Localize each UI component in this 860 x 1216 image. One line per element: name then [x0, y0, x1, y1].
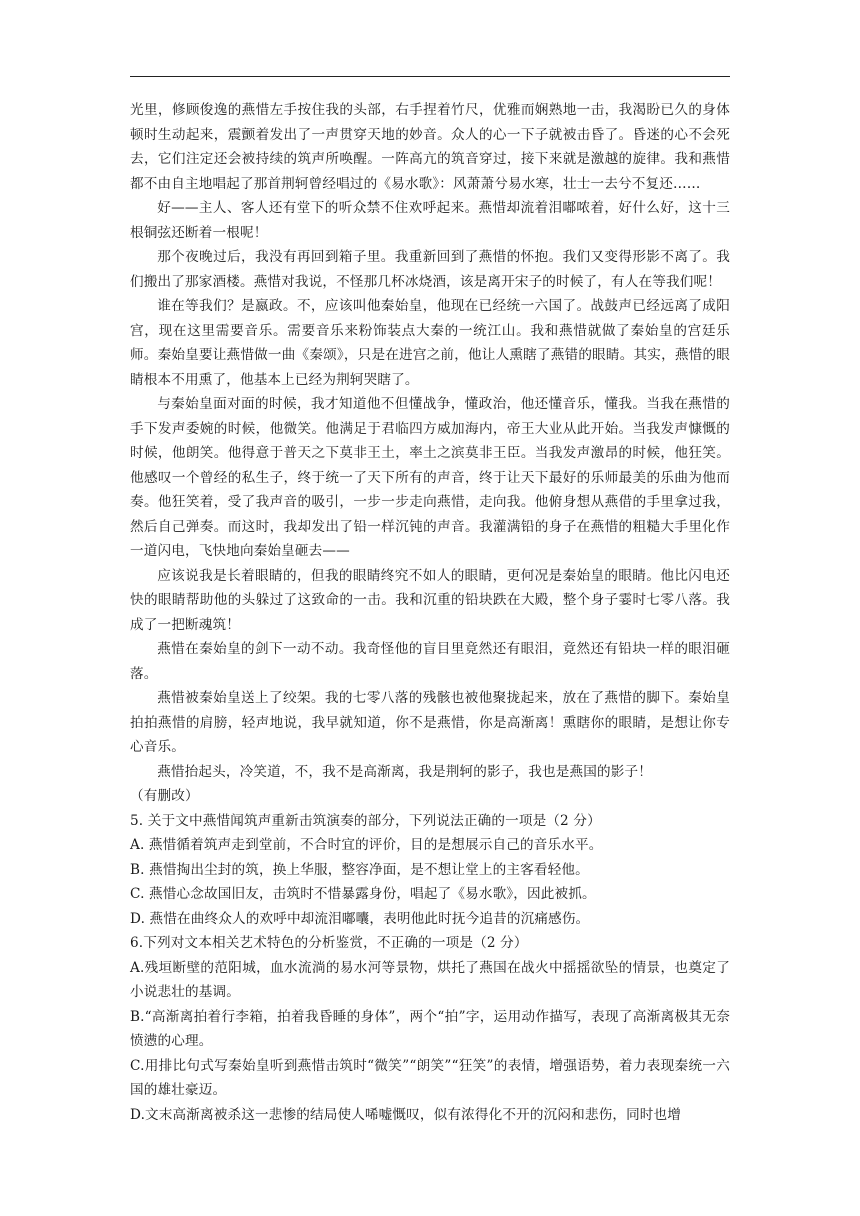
question-6-option-b: B.“高渐离拍着行李箱，拍着我昏睡的身体”，两个“拍”字，运用动作描写，表现了高渐离极其无奈愤懑的心理。 — [130, 1008, 730, 1049]
paragraph: 那个夜晚过后，我没有再回到箱子里。我重新回到了燕惜的怀抱。我们又变得形影不离了。我们搬出了那家酒楼。燕惜对我说，不怪那几杯冰烧酒，该是离开宋子的时候了，有人在等我们呢！ — [130, 249, 730, 290]
paragraph: 燕惜抬起头，冷笑道，不，我不是高渐离，我是荆轲的影子，我也是燕国的影子！ — [157, 763, 652, 780]
question-5-option-c: C. 燕惜心念故国旧友，击筑时不惜暴露身份，唱起了《易水歌》，因此被抓。 — [130, 886, 596, 902]
text-body — [130, 98, 730, 1127]
question-5-stem: 5. 关于文中燕惜闻筑声重新击筑演奏的部分，下列说法正确的一项是（2 分） — [130, 812, 601, 829]
questions — [130, 809, 730, 1128]
question-5-option-a: A. 燕惜循着筑声走到堂前，不合时宜的评价，目的是想展示自己的音乐水平。 — [130, 837, 603, 853]
paragraph: 应该说我是长着眼睛的，但我的眼睛终究不如人的眼睛，更何况是秦始皇的眼睛。他比闪电还快的眼睛帮助他的头躲过了这致命的一击。我和沉重的铅块跌在大殿，整个身子霎时七零八落。我成了一把断魂筑！ — [130, 567, 730, 633]
question-5-option-b: B. 燕惜掏出尘封的筑，换上华服，整容净面，是不想让堂上的主客看轻他。 — [130, 861, 589, 878]
source-note: （有删改） — [130, 788, 199, 804]
paragraph: 好——主人、客人还有堂下的听众禁不住欢呼起来。燕惜却流着泪嘟哝着，好什么好，这十三根铜弦还断着一根呢！ — [130, 200, 730, 241]
paragraph: 与秦始皇面对面的时候，我才知道他不但懂战争，懂政治，他还懂音乐，懂我。当我在燕惜的手下发声委婉的时候，他微笑。他满足于君临四方威加海内，帝王大业从此开始。当我发声慷慨的时候，他朗笑。他得意于普天之下莫非王土，率土之滨莫非王臣。当我发声激昂的时候，他狂笑。他感叹一个曾经的私生子，终于统一了天下所有的声音，终于让天下最好的乐师最美的乐曲为他而奏。他狂笑着，受了我声音的吸引，一步一步走向燕惜，走向我。他俯身想从燕借的手里拿过我，然后自己弹奏。而这时，我却发出了铅一样沉钝的声音。我灌满铅的身子在燕惜的粗糙大手里化作一道闪电，飞快地向秦始皇砸去—— — [130, 396, 730, 559]
paragraph: 谁在等我们？是嬴政。不，应该叫他秦始皇，他现在已经统一六国了。战鼓声已经远离了成阳宫，现在这里需要音乐。需要音乐来粉饰装点大秦的一统江山。我和燕惜就做了秦始皇的宫廷乐师。秦始皇要让燕惜做一曲《秦颂》，只是在进宫之前，他让人熏瞎了燕错的眼睛。其实，燕惜的眼睛根本不用熏了，他基本上已经为荆轲哭瞎了。 — [130, 298, 730, 388]
header-rule — [130, 76, 730, 77]
paragraph: 燕惜被秦始皇送上了绞架。我的七零八落的残骸也被他聚拢起来，放在了燕惜的脚下。秦始皇拍拍燕惜的肩膀，轻声地说，我早就知道，你不是燕惜，你是高渐离！熏瞎你的眼睛，是想让你专心音乐。 — [130, 690, 730, 755]
question-6-option-d: D.文末高渐离被杀这一悲惨的结局使人唏嘘慨叹，似有浓得化不开的沉闷和悲伤，同时也增 — [130, 1106, 682, 1123]
question-6-option-c: C.用排比句式写秦始皇听到燕惜击筑时“微笑”“朗笑”“狂笑”的表情，增强语势，着力表现秦统一六国的雄壮豪迈。 — [130, 1057, 730, 1098]
question-5-option-d: D. 燕惜在曲终众人的欢呼中却流泪嘟囔，表明他此时抚今追昔的沉痛感伤。 — [130, 910, 590, 927]
passage — [130, 98, 730, 809]
paragraph: 光里，修顾俊逸的燕惜左手按住我的头部，右手捏着竹尺，优雅而娴熟地一击，我渴盼已久的身体顿时生动起来，震颤着发出了一声贯穿天地的妙音。众人的心一下子就被击昏了。昏迷的心不会死去，它们注定还会被持续的筑声所唤醒。一阵高亢的筑音穿过，接下来就是激越的旋律。我和燕惜都不由自主地唱起了那首荆轲曾经唱过的《易水歌》：风萧萧兮易水寒，壮士一去兮不复还…… — [130, 102, 730, 192]
question-6-option-a: A.残垣断壁的范阳城，血水流淌的易水河等景物，烘托了燕国在战火中摇摇欲坠的情景，也奠定了小说悲壮的基调。 — [130, 959, 730, 1000]
paragraph: 燕惜在秦始皇的剑下一动不动。我奇怪他的盲目里竟然还有眼泪，竟然还有铅块一样的眼泪砸落。 — [130, 641, 730, 682]
question-6-stem: 6.下列对文本相关艺术特色的分析鉴赏，不正确的一项是（2 分） — [130, 935, 528, 951]
